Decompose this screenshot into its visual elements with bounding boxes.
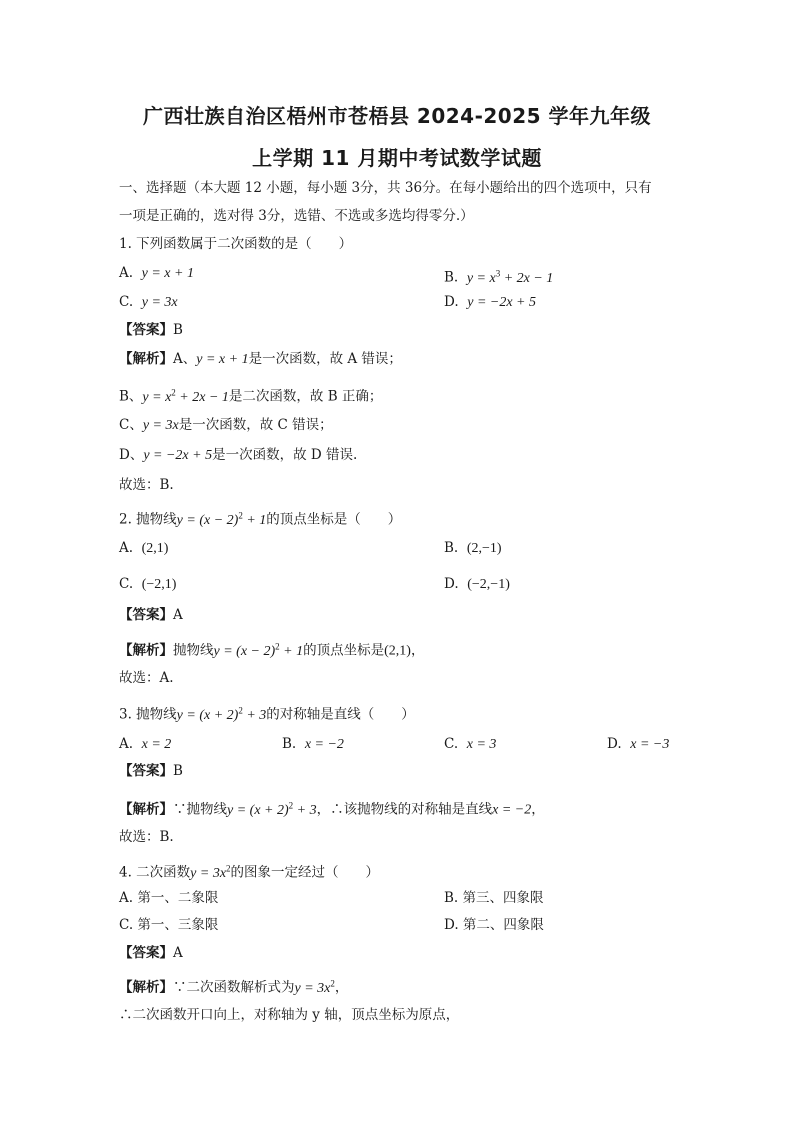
- math-expression: $y = 3x^2$: [190, 863, 231, 881]
- q3-conclusion: 故选：B.: [119, 829, 174, 845]
- q2-conclusion: 故选：A.: [119, 670, 174, 686]
- q2-option-c: [119, 575, 176, 594]
- q2-analysis-line1: 【解析】抛物线$y = (x - 2)^2 + 1$的顶点坐标是(2,1)，: [119, 641, 425, 659]
- option-label: D.: [607, 736, 622, 752]
- analysis-tag: 【解析】: [119, 642, 173, 659]
- document-title-line1: 广西壮族自治区梧州市苍梧县 2024-2025 学年九年级: [142, 104, 652, 128]
- option-label: D.: [444, 576, 459, 592]
- q1-conclusion: 故选：B.: [119, 477, 174, 493]
- q2-answer: [119, 606, 183, 624]
- math-expression: y = x + 1: [196, 352, 249, 367]
- math-expression: $y = x^3 + 2x - 1$: [466, 268, 554, 286]
- math-expression: x = −2: [492, 802, 532, 818]
- math-expression: x = −3: [630, 737, 670, 752]
- math-expression: (2,−1): [466, 541, 502, 556]
- q4-option-c: C. 第一、三象限: [119, 917, 219, 933]
- option-label: C.: [119, 294, 134, 310]
- math-expression: y = x + 1: [141, 266, 194, 281]
- q3-option-a: [119, 735, 171, 754]
- q4-analysis-line2: ∴二次函数开口向上，对称轴为 y 轴，顶点坐标为原点，: [119, 1007, 460, 1023]
- q3-analysis-line1: 【解析】∵抛物线$y = (x + 2)^2 + 3$，∴该抛物线的对称轴是直线x = −2，: [119, 800, 545, 818]
- math-expression: $y = (x + 2)^2 + 3$: [176, 705, 267, 723]
- math-expression: $y = (x - 2)^2 + 1$: [213, 641, 304, 659]
- math-expression: (2,1): [384, 643, 411, 659]
- math-expression: x = −2: [304, 737, 344, 752]
- q3-answer: [119, 762, 183, 780]
- math-expression: (2,1): [141, 541, 169, 556]
- q1-option-c: [119, 293, 178, 312]
- q4-option-a: A. 第一、二象限: [119, 890, 219, 906]
- math-expression: $y = (x + 2)^2 + 3$: [227, 800, 317, 818]
- option-label: B.: [282, 736, 297, 752]
- q3-stem: 3. 抛物线$y = (x + 2)^2 + 3$的对称轴是直线（ ）: [119, 705, 415, 723]
- option-label: C.: [119, 576, 134, 592]
- math-expression: (−2,−1): [467, 577, 510, 592]
- q1-analysis-line4: D、y = −2x + 5是一次函数，故 D 错误.: [119, 447, 358, 463]
- math-expression: x = 3: [466, 737, 497, 752]
- math-expression: $y = 3x^2$: [294, 978, 335, 996]
- option-label: C.: [444, 736, 459, 752]
- document-title-line2: 上学期 11 月期中考试数学试题: [252, 146, 542, 170]
- q1-answer: [119, 321, 183, 339]
- q4-analysis-line1: 【解析】∵二次函数解析式为$y = 3x^2$，: [119, 978, 349, 996]
- analysis-tag: 【解析】: [119, 979, 173, 996]
- section-instruction-line2: 一项是正确的，选对得 3分，选错、不选或多选均得零分.）: [119, 208, 474, 224]
- math-expression: $y = (x - 2)^2 + 1$: [176, 510, 267, 528]
- option-label: A.: [119, 540, 134, 556]
- q1-option-b: [444, 264, 553, 288]
- q3-option-c: [444, 735, 496, 754]
- option-label: A.: [119, 265, 134, 281]
- answer-tag: 【答案】: [119, 322, 173, 338]
- q1-option-d: [444, 293, 536, 312]
- math-expression: y = 3x: [141, 295, 178, 310]
- q1-analysis-line3: C、y = 3x是一次函数，故 C 错误；: [119, 417, 333, 433]
- q4-answer: [119, 944, 183, 962]
- q3-option-d: [607, 735, 669, 754]
- answer-value: B: [173, 322, 183, 338]
- option-label: B.: [444, 540, 459, 556]
- q1-analysis-line2: B、$y = x^2 + 2x - 1$是二次函数，故 B 正确；: [119, 387, 383, 405]
- q4-option-b: B. 第三、四象限: [444, 890, 544, 906]
- math-expression: y = −2x + 5: [467, 295, 537, 310]
- answer-value: B: [173, 763, 183, 779]
- answer-tag: 【答案】: [119, 763, 173, 779]
- answer-value: A: [173, 945, 183, 961]
- math-expression: y = −2x + 5: [143, 448, 213, 463]
- option-label: B.: [444, 269, 459, 286]
- q2-option-d: [444, 575, 510, 594]
- option-label: D.: [444, 294, 459, 310]
- q2-option-a: [119, 539, 168, 558]
- q1-analysis-line1: 【解析】A、y = x + 1是一次函数，故 A 错误；: [119, 351, 402, 367]
- math-expression: (−2,1): [141, 577, 177, 592]
- q4-option-d: D. 第二、四象限: [444, 917, 544, 933]
- analysis-tag: 【解析】: [119, 351, 173, 367]
- q3-option-b: [282, 735, 344, 754]
- q2-stem: 2. 抛物线$y = (x - 2)^2 + 1$的顶点坐标是（ ）: [119, 510, 402, 528]
- section-instruction-line1: 一、选择题（本大题 12 小题，每小题 3分，共 36分。在每小题给出的四个选项中，只有: [119, 180, 652, 196]
- analysis-tag: 【解析】: [119, 801, 173, 818]
- q2-option-b: [444, 539, 502, 558]
- option-label: A.: [119, 736, 134, 752]
- q1-stem: 1. 下列函数属于二次函数的是（ ）: [119, 236, 353, 252]
- answer-tag: 【答案】: [119, 945, 173, 961]
- q4-stem: 4. 二次函数$y = 3x^2$的图象一定经过（ ）: [119, 863, 380, 881]
- math-expression: x = 2: [141, 737, 172, 752]
- math-expression: y = 3x: [142, 418, 179, 433]
- q1-option-a: [119, 264, 194, 283]
- answer-tag: 【答案】: [119, 607, 173, 623]
- math-expression: $y = x^2 + 2x - 1$: [142, 387, 229, 405]
- answer-value: A: [173, 607, 183, 623]
